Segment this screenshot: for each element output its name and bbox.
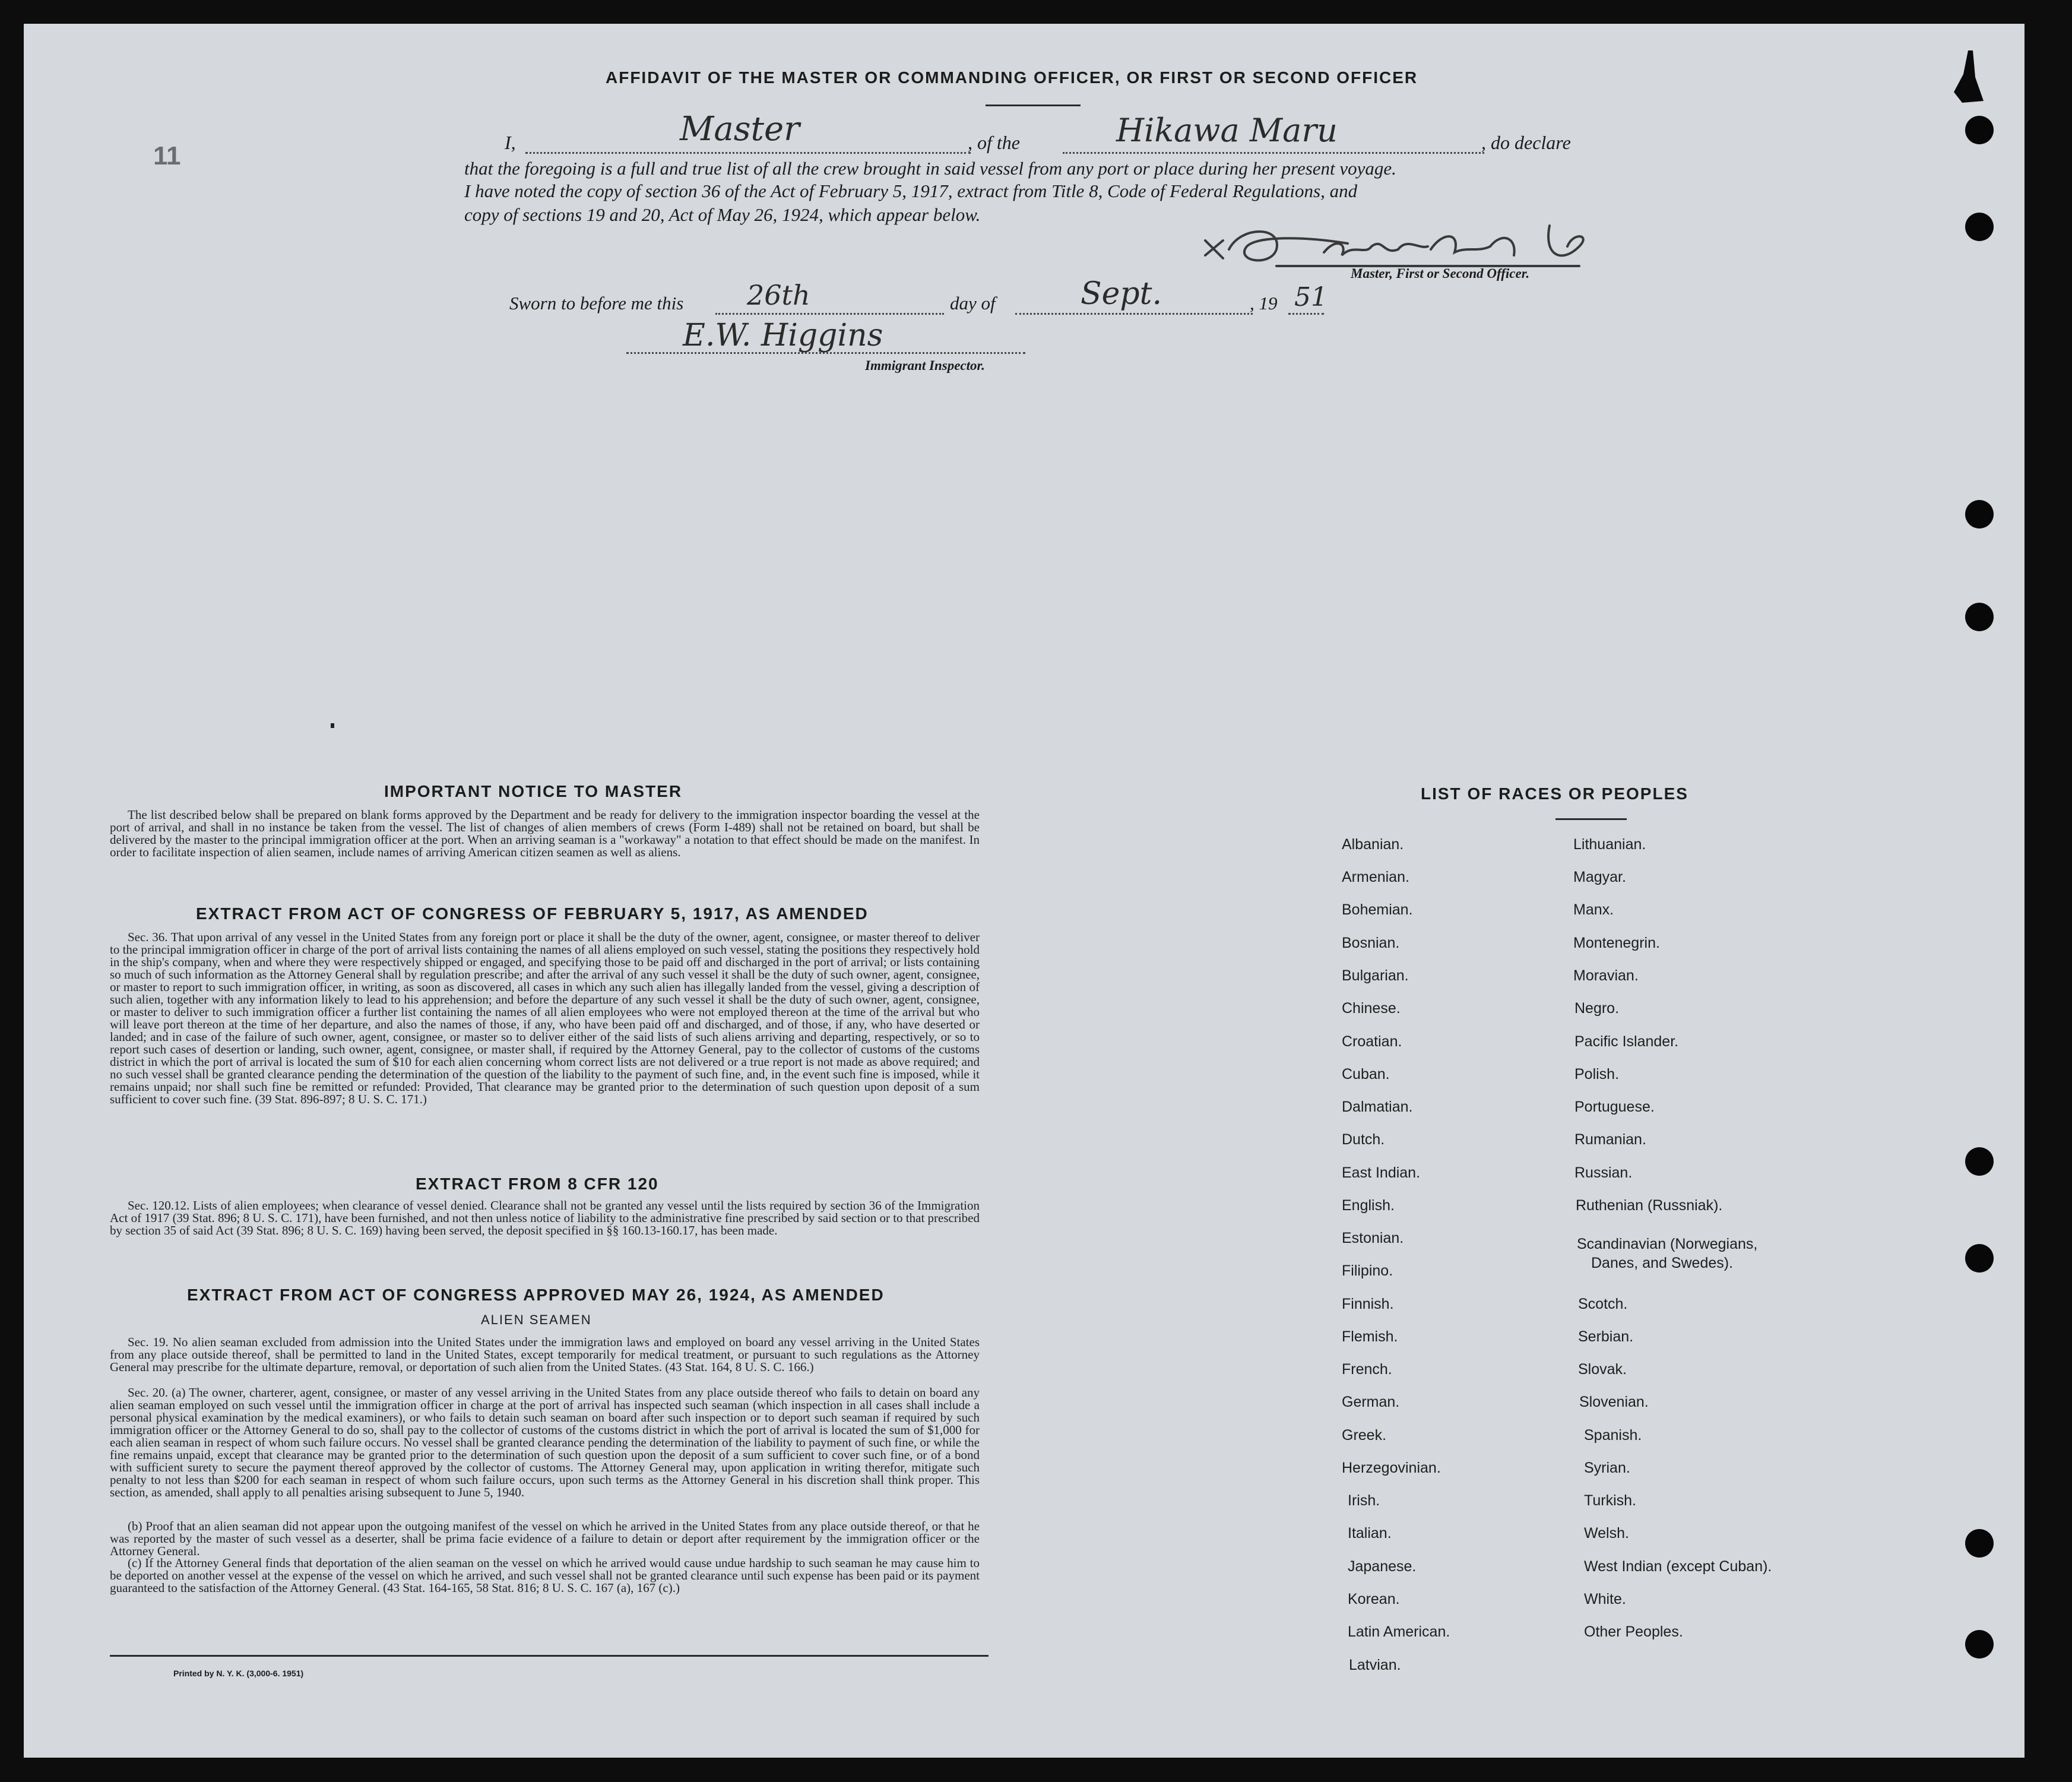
extract-cfr-text: Sec. 120.12. Lists of alien employees; when clearance of vessel denied. Clearance shall not be granted any vessel until the lists required by section 36 of the Immigration Act of 1917 (39 Stat. 896; 8 U. S. C. 171), have been furnished, and not then unless notice of liability to the administrative fine prescribed by said section or to that prescribed by section 35 of said Act (39 Stat. 896; 8 U. S. C. 169) having been served, the deposit specified in §§ 160.13-160.17, has been made. [110,1198,980,1237]
year-handwritten: 51 [1294,282,1328,312]
race-item: Welsh. [1584,1525,1629,1542]
extract-cfr-title: EXTRACT FROM 8 CFR 120 [416,1175,659,1193]
race-item: Dutch. [1342,1131,1385,1148]
stray-mark [331,723,334,728]
race-item: Estonian. [1342,1230,1404,1246]
race-item: English. [1342,1197,1395,1214]
inspector-caption: Immigrant Inspector. [865,358,985,373]
race-item: Lithuanian. [1573,836,1646,853]
race-item: Negro. [1574,1000,1620,1017]
sworn-day-handwritten: 26th [747,279,810,311]
race-item: Moravian. [1573,967,1639,984]
inspector-dotline [626,352,1025,354]
extract-1924-title: EXTRACT FROM ACT OF CONGRESS APPROVED MAY 26, 1924, AS AMENDED [187,1286,885,1304]
race-item: West Indian (except Cuban). [1584,1558,1772,1575]
affidavit-line-3: I have noted the copy of section 36 of the Act of February 5, 1917, extract from Title 8, Code of Federal Regulations, and [464,181,1358,201]
printer-note: Printed by N. Y. K. (3,000-6. 1951) [173,1669,304,1678]
race-item: Bulgarian. [1342,967,1409,984]
race-item: White. [1584,1591,1626,1607]
punch-hole [1965,500,1994,528]
race-item: Bosnian. [1342,935,1400,951]
punch-hole [1965,603,1994,631]
notice-text: The list described below shall be prepared on blank forms approved by the Department and be ready for delivery to the immigration inspector boarding the vessel at the port of arrival, and shall in no instance be taken from the vessel. The list of changes of alien members of crews (Form I-489) shall not be retained on board, but shall be delivered by the master to the principal immigration officer at the port. When an arriving seaman is a "workaway" a notation to that effect should be made on the manifest. In order to facilitate inspection of alien seamen, include names of arriving American citizen seamen as well as aliens. [110,808,980,859]
race-item: Montenegrin. [1573,935,1660,951]
race-item: Ruthenian (Russniak). [1576,1197,1723,1214]
race-item: Scotch. [1578,1296,1628,1312]
punch-hole [1965,213,1994,241]
race-item: Latvian. [1349,1657,1401,1673]
race-item: Croatian. [1342,1033,1402,1050]
race-item: Finnish. [1342,1296,1394,1312]
punch-hole [1965,1244,1994,1273]
scan-border-left [0,0,24,1782]
sworn-label: Sworn to before me this [509,293,684,314]
race-item: German. [1342,1394,1400,1410]
extract-1917-text: Sec. 36. That upon arrival of any vessel in the United States from any foreign port or place it shall be the duty of the owner, agent, consignee, or master thereof to deliver to the principal immigration officer in charge of the port of arrival lists containing the names of all aliens employed on such vessel, stating the positions they respectively hold in the ship's company, when and where they were respectively shipped or engaged, and specifying those to be paid off and discharged in the port of arrival; or lists containing so much of such information as the Attorney General shall by regulation prescribe; and after the arrival of any such vessel it shall be the duty of such owner, agent, consignee, or master to report to such immigration officer, in writing, as soon as discovered, all cases in which any such alien has illegally landed from the vessel, giving a description of such alien, together with any information likely to lead to his apprehension; and before the departure of any such vessel it shall be the duty of such owner, agent, consignee, or master to deliver to such immigration officer a further list containing the names of all alien employees who were not employed thereon at the time of the arrival but who will leave port thereon at the time of her departure, and also the names of those, if any, who have been paid off and discharged, and of those, if any, who have deserted or landed; and in case of the failure of such owner, agent, consignee, or master so to deliver either of the said lists of such aliens arriving and departing, respectively, or so to report such cases of desertion or landing, such owner, agent, consignee, or master shall, if required by the Attorney General, pay to the collector of customs of the customs district in which the port of arrival is located the sum of $10 for each alien concerning whom correct lists are not delivered or a true report is not made as above required; and no such vessel shall be granted clearance pending the determination of the question of the liability to the payment of such fine, and, in the event such fine is imposed, while it remains unpaid; nor shall such fine be remitted or refunded: Provided, That clearance may be granted prior to the determination of such question upon deposit of a sum sufficient to cover such fine. (39 Stat. 896-897; 8 U. S. C. 171.) [110,930,980,1106]
punch-hole [1965,1147,1994,1176]
title-rule [986,105,1081,106]
margin-mark: 11 [153,141,181,170]
race-item: Korean. [1348,1591,1400,1607]
punch-hole [1965,1529,1994,1558]
race-item: Other Peoples. [1584,1623,1683,1640]
race-item: Turkish. [1584,1492,1636,1509]
race-item: Rumanian. [1574,1131,1646,1148]
race-item: Portuguese. [1574,1099,1655,1115]
master-dotline [525,152,971,154]
notice-title: IMPORTANT NOTICE TO MASTER [384,782,683,800]
race-item: Flemish. [1342,1328,1398,1345]
affidavit-i-label: I, [505,132,516,153]
race-item: Danes, and Swedes). [1591,1255,1734,1271]
race-item: Filipino. [1342,1262,1393,1279]
extract-1924-sec19: Sec. 19. No alien seaman excluded from admission into the United States under the immigration laws and employed on board any vessel arriving in the United States from any place outside thereof, shall be permitted to land in the United States, except temporarily for medical treatment, or pursuant to such regulations as the Attorney General may prescribe for the ultimate departure, removal, or deportation of such alien from the United States. (43 Stat. 164, 8 U. S. C. 166.) [110,1335,980,1374]
race-item: Slovak. [1578,1361,1627,1378]
extract-1924-sec20a: Sec. 20. (a) The owner, charterer, agent, consignee, or master of any vessel arriving in the United States from any place outside thereof who fails to detain on board any alien seaman employed on such vessel until the immigration officer in charge at the port of arrival has inspected such seaman (which inspection in all cases shall include a personal physical examination by the medical examiners), or who fails to detain such seaman on board after such inspection or to deport such seaman if required by such immigration officer or the Attorney General to do so, shall pay to the collector of customs of the customs district in which the port of arrival is located the sum of $1,000 for each alien seaman in respect of whom such failure occurs. No vessel shall be granted clearance pending the determination of the liability to payment of such fine, or while the fine remains unpaid, except that clearance may be granted prior to the determination of such question upon the deposit of a sum sufficient to cover such fine, or of a bond with sufficient surety to secure the payment thereof approved by the collector of customs. The Attorney General may, upon application in writing therefor, mitigate such penalty to not less than $200 for each seaman in respect of whom such failure occurs, upon such terms as the Attorney General in his discretion shall think proper. This section, as amended, shall apply to all penalties arising subsequent to June 5, 1940. [110,1385,980,1499]
day-of-label: day of [950,293,996,314]
race-item: Scandinavian (Norwegians, [1577,1236,1758,1252]
vessel-dotline [1063,152,1484,154]
extract-1924-subtitle: ALIEN SEAMEN [481,1312,592,1327]
races-title-rule [1555,818,1627,820]
race-item: Latin American. [1348,1623,1450,1640]
race-item: Polish. [1574,1066,1620,1083]
punch-hole [1965,1630,1994,1658]
scan-border-top [0,0,2072,24]
race-item: East Indian. [1342,1164,1421,1181]
inspector-signature: E.W. Higgins [683,318,883,353]
race-item: Syrian. [1584,1460,1630,1476]
declare-label: , do declare [1481,132,1571,153]
race-item: Pacific Islander. [1574,1033,1679,1050]
race-item: Italian. [1348,1525,1392,1542]
race-item: Irish. [1348,1492,1380,1509]
signature-caption: Master, First or Second Officer. [1351,266,1530,281]
vessel-handwritten: Hikawa Maru [1116,112,1338,149]
race-item: Slovenian. [1579,1394,1649,1410]
race-item: Spanish. [1584,1427,1642,1444]
race-item: French. [1342,1361,1392,1378]
race-item: Serbian. [1578,1328,1634,1345]
sworn-month-dotline [1015,313,1253,315]
of-the-label: , of the [968,132,1020,153]
race-item: Armenian. [1342,869,1409,885]
affidavit-line-4: copy of sections 19 and 20, Act of May 26, 1924, which appear below. [464,204,981,225]
race-item: Bohemian. [1342,901,1413,918]
race-item: Greek. [1342,1427,1387,1444]
race-item: Japanese. [1348,1558,1417,1575]
sworn-day-dotline [715,313,944,315]
scan-border-right [2025,0,2072,1782]
race-item: Chinese. [1342,1000,1401,1017]
race-item: Russian. [1574,1164,1633,1181]
races-title: LIST OF RACES OR PEOPLES [1421,784,1688,803]
scan-border-bottom [0,1758,2072,1782]
punch-hole [1965,116,1994,144]
race-item: Cuban. [1342,1066,1390,1083]
race-item: Manx. [1573,901,1614,918]
race-item: Herzegovinian. [1342,1460,1441,1476]
year-prefix: , 19 [1250,293,1278,314]
race-item: Magyar. [1573,869,1626,885]
master-handwritten: Master [680,110,800,148]
affidavit-title: AFFIDAVIT OF THE MASTER OR COMMANDING OFFICER, OR FIRST OR SECOND OFFICER [606,68,1418,87]
year-dotline [1288,313,1324,315]
extract-1917-title: EXTRACT FROM ACT OF CONGRESS OF FEBRUARY 5, 1917, AS AMENDED [196,904,869,923]
bottom-rule [110,1655,989,1657]
extract-1924-sec20b: (b) Proof that an alien seaman did not appear upon the outgoing manifest of the vessel on which he arrived in the United States from any place outside thereof, or that he was reported by the master of such vessel as a deserter, shall be prima facie evidence of a failure to detain or deport after requirement by the immigration officer or the Attorney General. [110,1519,980,1558]
extract-1924-sec20c: (c) If the Attorney General finds that deportation of the alien seaman on the vessel on which he arrived would cause undue hardship to such seaman he may cause him to be deported on another vessel at the expense of the vessel on which he arrived, and such vessel shall not be granted clearance until such expense has been paid or its payment guaranteed to the satisfaction of the Attorney General. (43 Stat. 164-165, 58 Stat. 816; 8 U. S. C. 167 (a), 167 (c).) [110,1556,980,1595]
torn-corner-mark [1950,50,1986,104]
race-item: Dalmatian. [1342,1099,1413,1115]
affidavit-line-2: that the foregoing is a full and true list of all the crew brought in said vessel from any port or place during her present voyage. [464,158,1396,179]
sworn-month-handwritten: Sept. [1081,276,1162,312]
race-item: Albanian. [1342,836,1404,853]
